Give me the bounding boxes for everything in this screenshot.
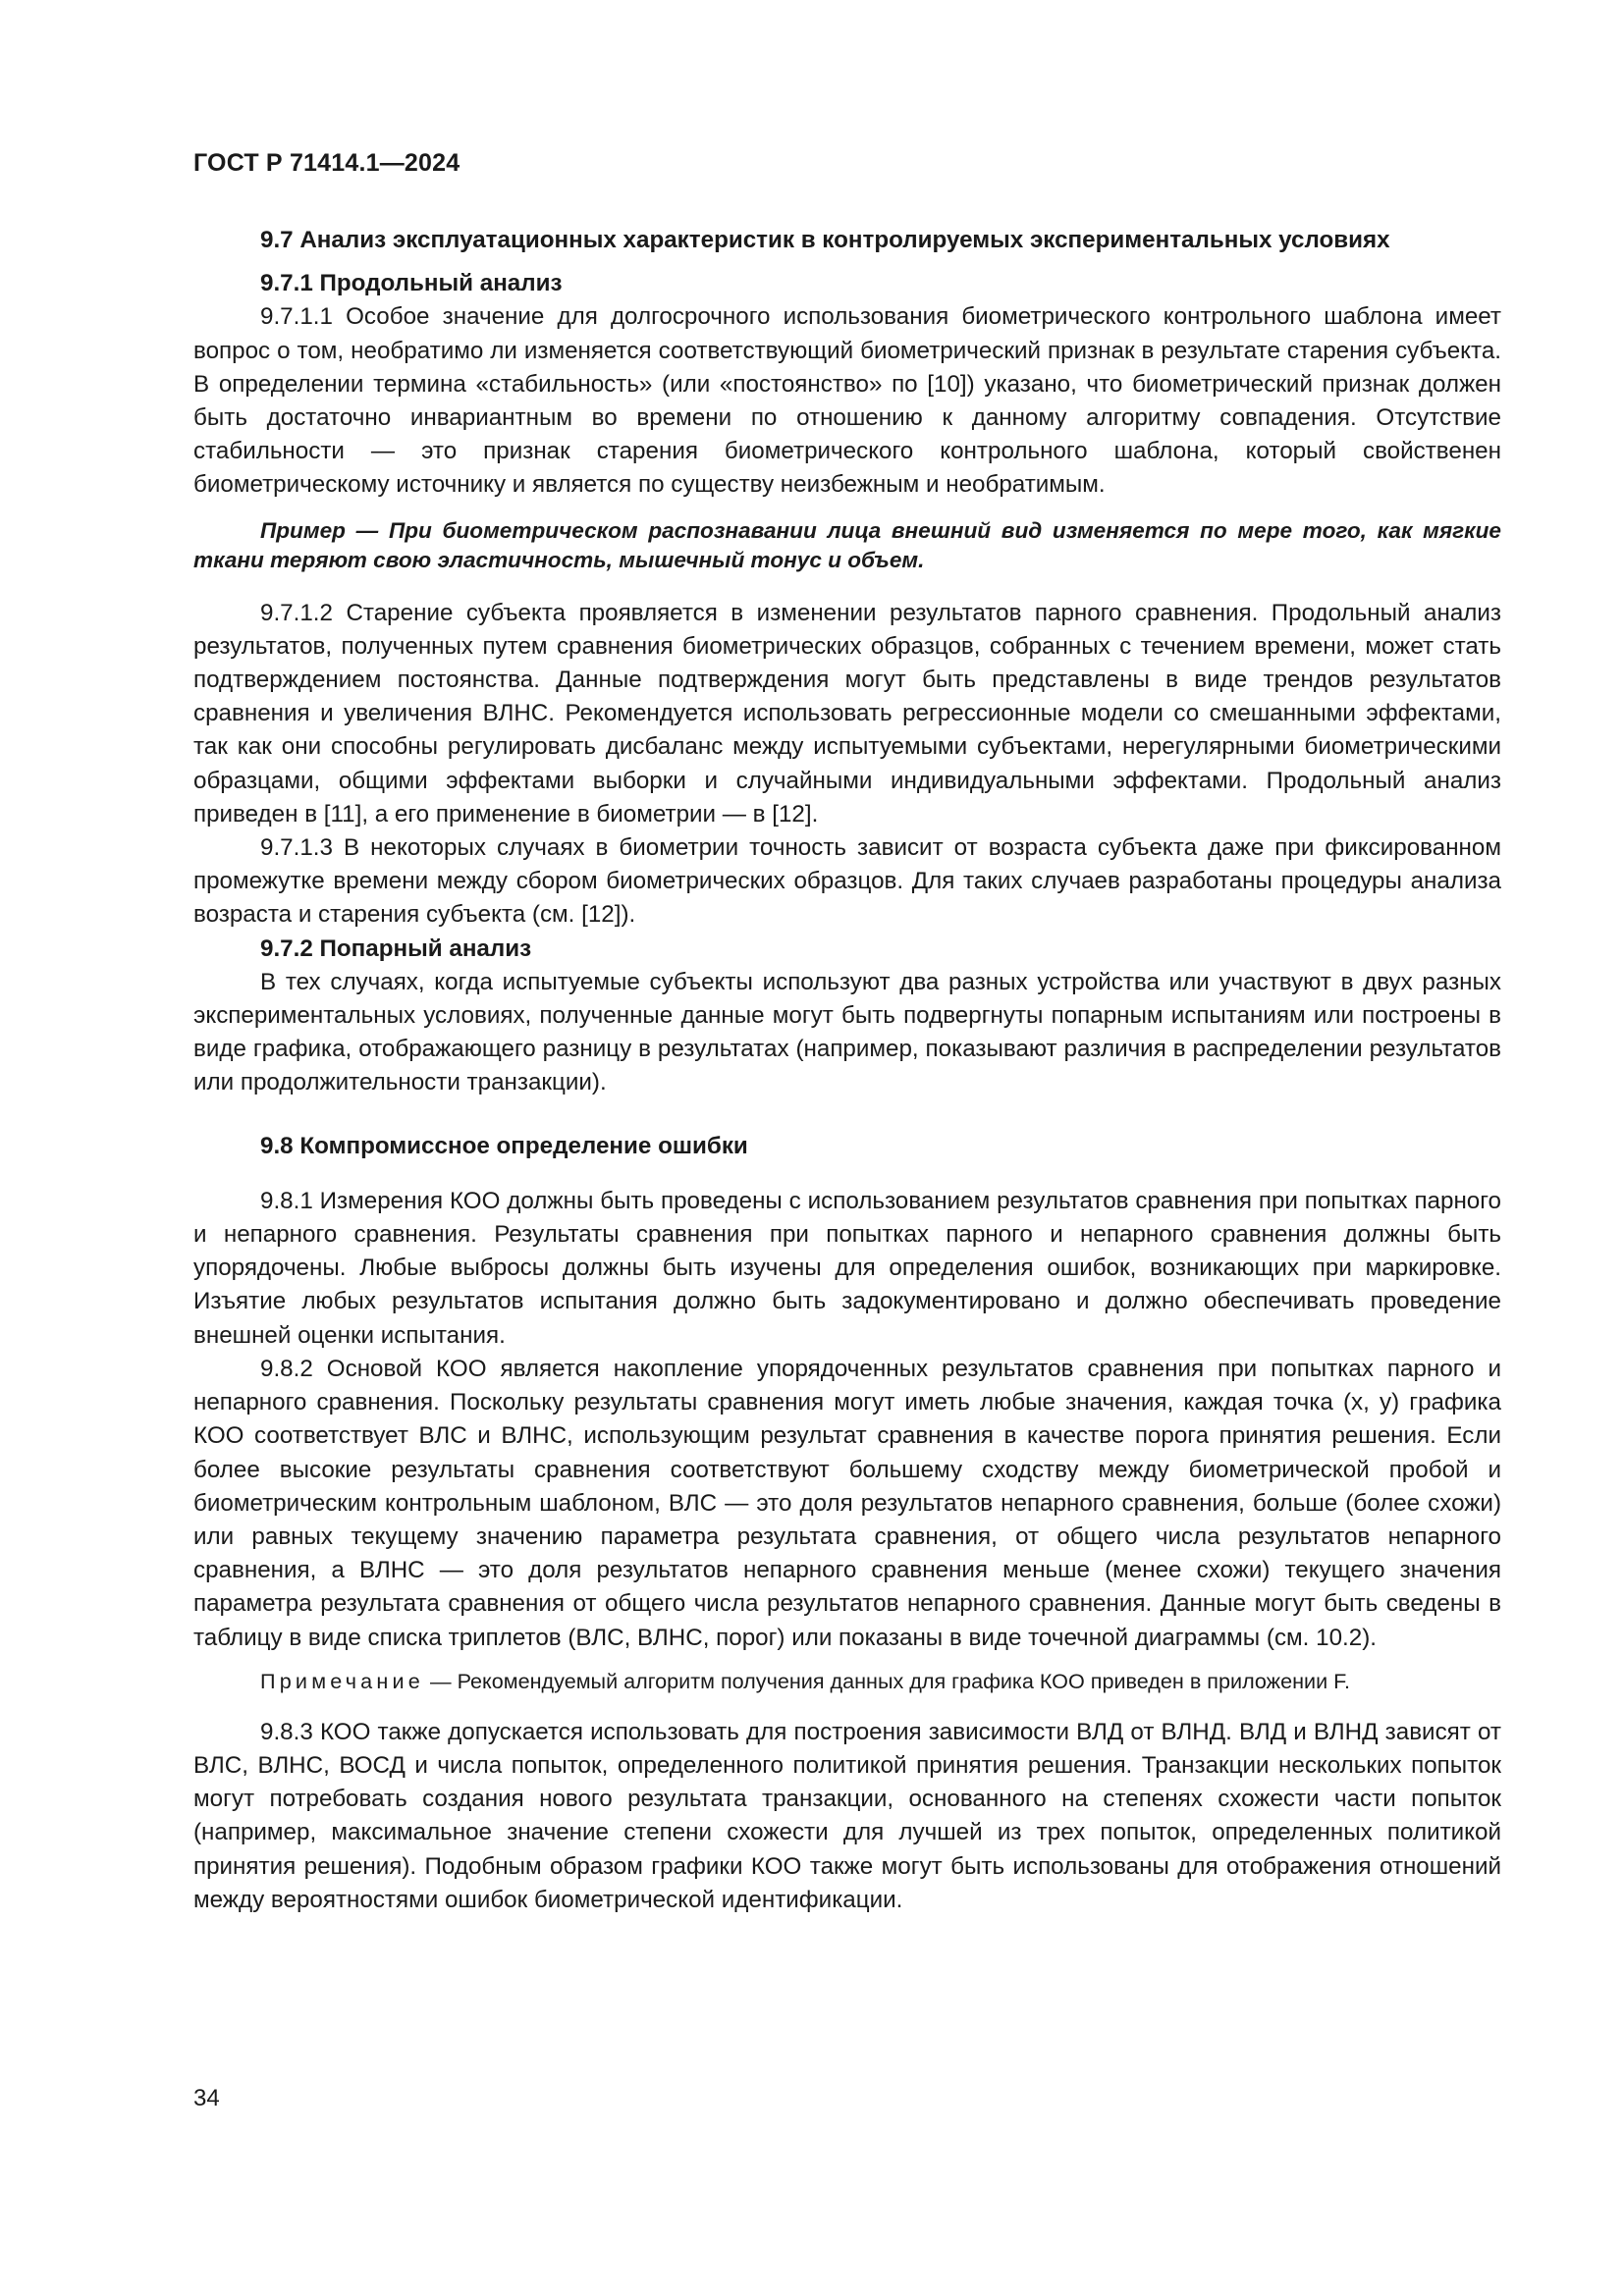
paragraph-9-8-1: 9.8.1 Измерения КОО должны быть проведены с использованием результатов сравнения при попытках парного и непарного сравнения. Результаты сравнения при попытках парного и непарного сравнения должны быть упорядочены. Любые выбросы должны быть изучены для определения ошибок, возникающих при маркировке. Изъятие любых результатов испытания должно быть задокументировано и должно обеспечивать проведение внешней оценки испытания.	[193, 1187, 1501, 1349]
note-label: Примечание	[260, 1668, 424, 1693]
section-9-8-title: 9.8 Компромиссное определение ошибки	[260, 1132, 748, 1159]
paragraph-9-7-1-1: 9.7.1.1 Особое значение для долгосрочного использования биометрического контрольного шаблона имеет вопрос о том, необратимо ли изменяется соответствующий биометрический признак в результате старения субъекта. В определении термина «стабильность» (или «постоянство» по [10]) указано, что биометрический признак должен быть достаточно инвариантным во времени по отношению к данному алгоритму совпадения. Отсутствие стабильности — это признак старения биометрического контрольного шаблона, который свойственен биометрическому источнику и является по существу неизбежным и необратимым.	[193, 303, 1501, 499]
paragraph-9-8-2: 9.8.2 Основой КОО является накопление упорядоченных результатов сравнения при попытках парного и непарного сравнения. Поскольку результаты сравнения могут иметь любые значения, каждая точка (x, y) графика КОО соответствует ВЛС и ВЛНС, использующим результат сравнения в качестве порога принятия решения. Если более высокие результаты сравнения соответствуют большему сходству между биометрической пробой и биометрическим контрольным шаблоном, ВЛС — это доля результатов непарного сравнения, больше (более схожи) или равных текущему значению параметра результата сравнения, от общего числа результатов непарного сравнения, а ВЛНС — это доля результатов непарного сравнения меньше (менее схожи) текущего значения параметра результата сравнения от общего числа результатов непарного сравнения. Данные могут быть сведены в таблицу в виде списка триплетов (ВЛС, ВЛНС, порог) или показаны в виде точечной диаграммы (см. 10.2).	[193, 1355, 1501, 1651]
paragraph-9-7-2: В тех случаях, когда испытуемые субъекты используют два разных устройства или участвуют в двух разных экспериментальных условиях, полученные данные могут быть подвергнуты попарным испытаниям или построены в виде графика, отображающего разницу в результатах (например, показывают различия в распределении результатов или продолжительности транзакции).	[193, 968, 1501, 1096]
example-paragraph: Пример — При биометрическом распознавании лица внешний вид изменяется по мере того, как мягкие ткани теряют свою эластичность, мышечный тонус и объем.	[193, 517, 1501, 572]
paragraph-9-8-3: 9.8.3 КОО также допускается использовать для построения зависимости ВЛД от ВЛНД. ВЛД и ВЛНД зависят от ВЛС, ВЛНС, ВОСД и числа попыток, определенного политикой принятия решения. Транзакции нескольких попыток могут потребовать создания нового результата транзакции, основанного на степенях схожести части попыток (например, максимальное значение степени схожести для лучшей из трех попыток, определенных политикой принятия решения). Подобным образом графики КОО также могут быть использованы для отображения отношений между вероятностями ошибок биометрической идентификации.	[193, 1718, 1501, 1913]
document-header: ГОСТ Р 71414.1—2024	[193, 149, 460, 177]
section-9-7-2-title: 9.7.2 Попарный анализ	[260, 934, 532, 962]
section-9-7-title: 9.7 Анализ эксплуатационных характеристик в контролируемых экспериментальных условиях	[260, 227, 1390, 253]
paragraph-9-7-1-3: 9.7.1.3 В некоторых случаях в биометрии точность зависит от возраста субъекта даже при фиксированном промежутке времени между сбором биометрических образцов. Для таких случаев разработаны процедуры анализа возраста и старения субъекта (см. [12]).	[193, 834, 1501, 929]
paragraph-9-7-1-2: 9.7.1.2 Старение субъекта проявляется в изменении результатов парного сравнения. Продольный анализ результатов, полученных путем сравнения биометрических образцов, собранных с течением времени, может стать подтверждением постоянства. Данные подтверждения могут быть представлены в виде трендов результатов сравнения и увеличения ВЛНС. Рекомендуется использовать регрессионные модели со смешанными эффектами, так как они способны регулировать дисбаланс между испытуемыми субъектами, нерегулярными биометрическими образцами, общими эффектами выборки и случайными индивидуальными эффектами. Продольный анализ приведен в [11], а его применение в биометрии — в [12].	[193, 599, 1501, 828]
section-9-7-1-title: 9.7.1 Продольный анализ	[260, 270, 563, 297]
note-text: — Рекомендуемый алгоритм получения данных для графика КОО приведен в приложении F.	[424, 1668, 1350, 1693]
document-body	[193, 224, 1501, 1917]
note-paragraph	[193, 1667, 1501, 1696]
page-number: 34	[193, 2085, 220, 2111]
